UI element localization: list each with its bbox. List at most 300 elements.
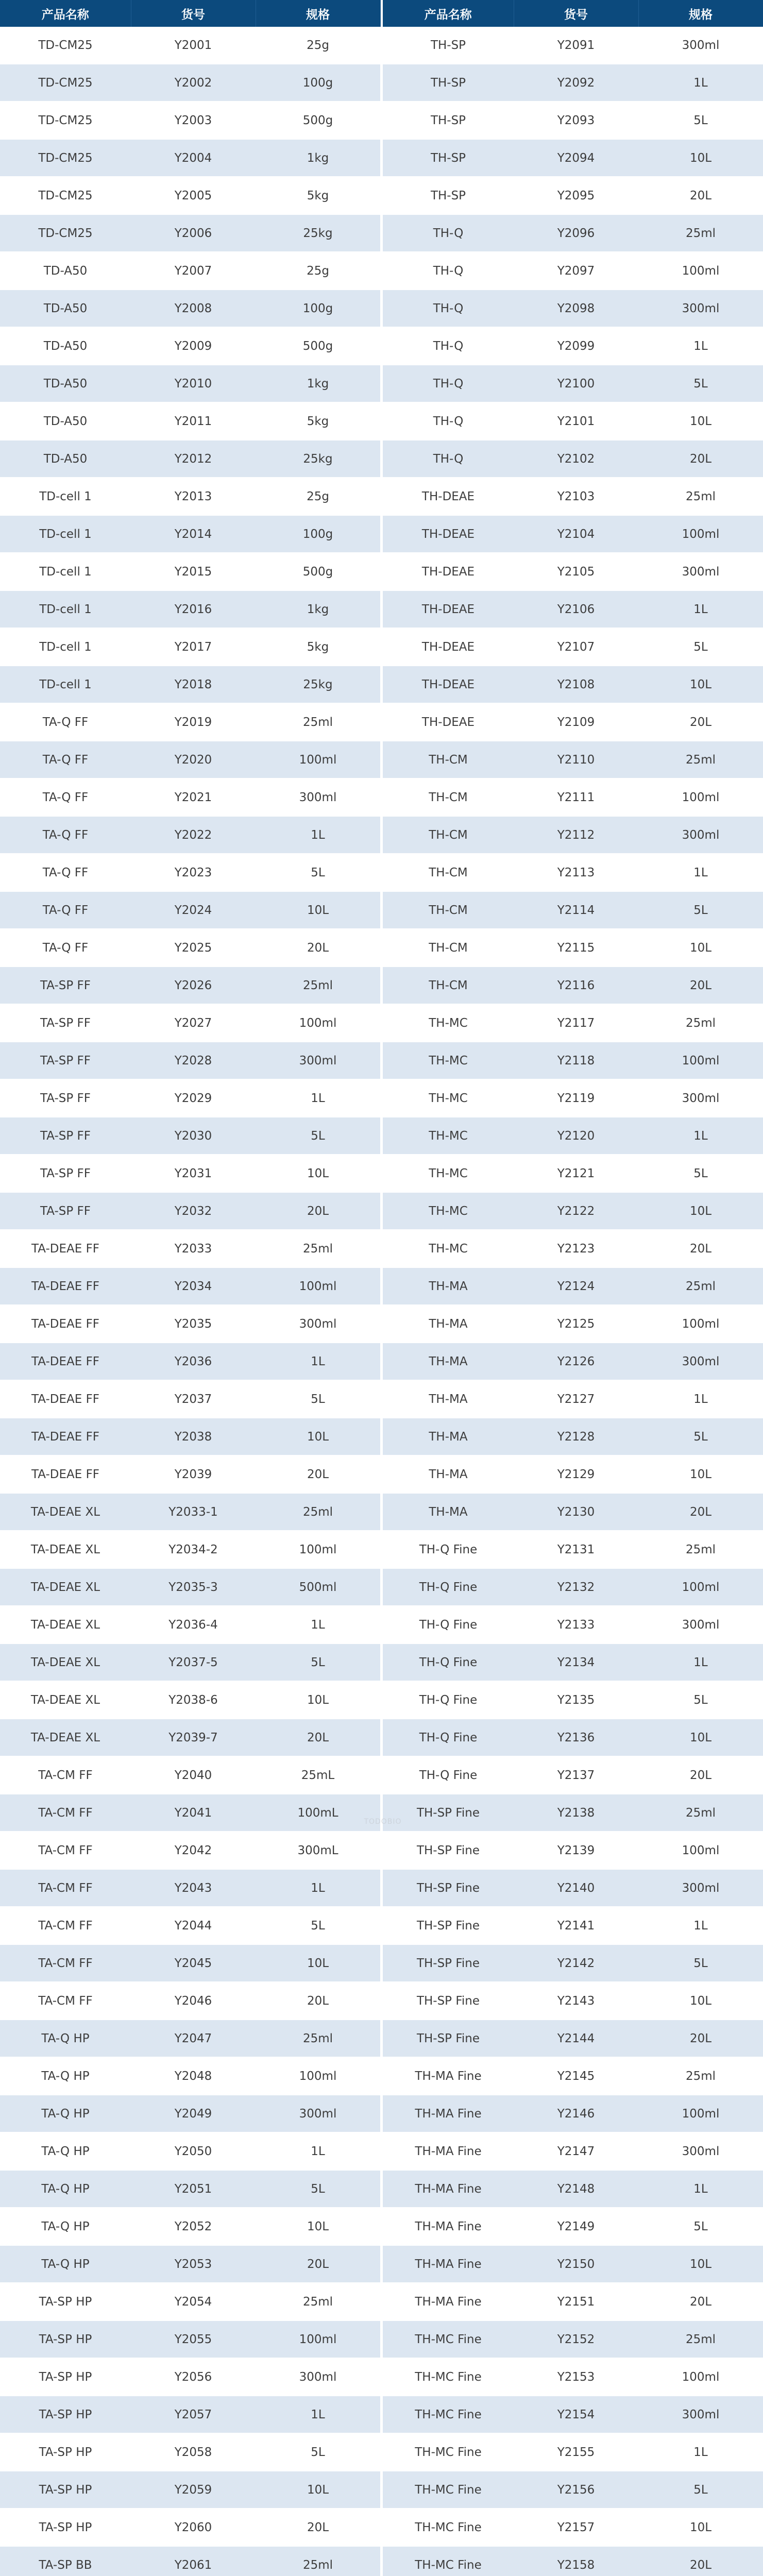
cell-specification: 25ml (638, 1531, 763, 1568)
cell-specification: 300ml (638, 2396, 763, 2433)
cell-product-name: TH-SP Fine (383, 1944, 514, 1982)
cell-product-name: TD-CM25 (0, 64, 131, 101)
cell-specification: 100ml (638, 252, 763, 290)
cell-specification: 20L (638, 703, 763, 741)
cell-item-code: Y2011 (131, 402, 256, 440)
cell-specification: 10L (638, 666, 763, 703)
cell-specification: 1L (638, 2170, 763, 2208)
cell-product-name: TH-SP (383, 27, 514, 64)
cell-product-name: TA-DEAE FF (0, 1267, 131, 1305)
cell-specification: 1L (256, 1606, 380, 1643)
cell-specification: 25ml (638, 214, 763, 252)
table-row (0, 2358, 380, 2396)
cell-product-name: TH-MC (383, 1230, 514, 1267)
cell-product-name: TH-SP (383, 177, 514, 214)
cell-item-code: Y2144 (514, 2020, 638, 2057)
table-row (0, 214, 380, 252)
cell-product-name: TH-SP (383, 64, 514, 101)
table-body-right (383, 27, 763, 2576)
cell-item-code: Y2006 (131, 214, 256, 252)
cell-product-name: TH-MA Fine (383, 2208, 514, 2245)
cell-specification: 100ml (638, 1042, 763, 1079)
product-table-right (383, 0, 763, 2576)
cell-product-name: TH-SP Fine (383, 2020, 514, 2057)
cell-item-code: Y2107 (514, 628, 638, 666)
header-item-code: 货号 (514, 0, 638, 27)
cell-product-name: TH-MA Fine (383, 2283, 514, 2320)
cell-item-code: Y2042 (131, 1832, 256, 1869)
cell-item-code: Y2053 (131, 2245, 256, 2283)
cell-product-name: TH-Q (383, 365, 514, 402)
cell-specification: 500ml (256, 1568, 380, 1606)
cell-product-name: TD-A50 (0, 327, 131, 365)
cell-item-code: Y2129 (514, 1455, 638, 1493)
table-row (383, 2471, 763, 2509)
table-row (383, 2170, 763, 2208)
cell-item-code: Y2102 (514, 440, 638, 478)
cell-item-code: Y2108 (514, 666, 638, 703)
cell-product-name: TH-DEAE (383, 590, 514, 628)
cell-product-name: TA-Q HP (0, 2245, 131, 2283)
header-specification: 规格 (638, 0, 763, 27)
cell-specification: 25ml (638, 1267, 763, 1305)
cell-product-name: TA-DEAE XL (0, 1531, 131, 1568)
cell-item-code: Y2138 (514, 1794, 638, 1832)
table-row (383, 2057, 763, 2095)
table-row (383, 854, 763, 891)
cell-specification: 5L (256, 1380, 380, 1418)
cell-specification: 20L (638, 1493, 763, 1531)
cell-specification: 100ml (256, 2057, 380, 2095)
cell-item-code: Y2018 (131, 666, 256, 703)
cell-specification: 1L (638, 1117, 763, 1155)
cell-item-code: Y2050 (131, 2132, 256, 2170)
cell-item-code: Y2106 (514, 590, 638, 628)
cell-specification: 25ml (638, 478, 763, 515)
cell-item-code: Y2061 (131, 2546, 256, 2576)
cell-product-name: TH-MA Fine (383, 2057, 514, 2095)
cell-product-name: TA-SP BB (0, 2546, 131, 2576)
cell-product-name: TH-CM (383, 891, 514, 929)
cell-product-name: TH-Q (383, 402, 514, 440)
cell-item-code: Y2143 (514, 1982, 638, 2020)
cell-item-code: Y2002 (131, 64, 256, 101)
cell-specification: 10L (256, 891, 380, 929)
cell-item-code: Y2137 (514, 1756, 638, 1794)
cell-specification: 100g (256, 64, 380, 101)
cell-product-name: TH-Q (383, 440, 514, 478)
cell-product-name: TA-SP HP (0, 2471, 131, 2509)
cell-product-name: TA-DEAE XL (0, 1643, 131, 1681)
cell-product-name: TH-Q Fine (383, 1643, 514, 1681)
cell-specification: 1L (256, 1079, 380, 1117)
table-row (383, 1982, 763, 2020)
cell-specification: 500g (256, 327, 380, 365)
cell-product-name: TH-Q Fine (383, 1531, 514, 1568)
cell-item-code: Y2046 (131, 1982, 256, 2020)
cell-item-code: Y2120 (514, 1117, 638, 1155)
cell-item-code: Y2027 (131, 1004, 256, 1042)
cell-product-name: TD-A50 (0, 365, 131, 402)
cell-specification: 300ml (256, 778, 380, 816)
cell-product-name: TH-DEAE (383, 553, 514, 590)
cell-specification: 25ml (256, 2546, 380, 2576)
table-row (383, 440, 763, 478)
cell-item-code: Y2133 (514, 1606, 638, 1643)
cell-item-code: Y2047 (131, 2020, 256, 2057)
cell-product-name: TD-A50 (0, 402, 131, 440)
cell-item-code: Y2104 (514, 515, 638, 553)
cell-item-code: Y2124 (514, 1267, 638, 1305)
cell-item-code: Y2008 (131, 290, 256, 327)
cell-item-code: Y2096 (514, 214, 638, 252)
table-row (383, 365, 763, 402)
cell-item-code: Y2059 (131, 2471, 256, 2509)
cell-product-name: TH-MA Fine (383, 2132, 514, 2170)
cell-item-code: Y2097 (514, 252, 638, 290)
table-row (383, 290, 763, 327)
cell-product-name: TA-CM FF (0, 1832, 131, 1869)
cell-product-name: TD-A50 (0, 252, 131, 290)
cell-specification: 10L (256, 2471, 380, 2509)
cell-specification: 5L (638, 1418, 763, 1455)
cell-item-code: Y2041 (131, 1794, 256, 1832)
cell-product-name: TH-DEAE (383, 703, 514, 741)
cell-item-code: Y2037 (131, 1380, 256, 1418)
table-row (383, 2095, 763, 2132)
table-row (0, 1681, 380, 1719)
header-product-name: 产品名称 (383, 0, 514, 27)
cell-specification: 10L (638, 1719, 763, 1756)
table-row (383, 1042, 763, 1079)
cell-product-name: TH-DEAE (383, 628, 514, 666)
cell-specification: 25ml (256, 1230, 380, 1267)
cell-specification: 100ml (256, 1267, 380, 1305)
header-specification: 规格 (256, 0, 380, 27)
table-row (0, 1643, 380, 1681)
cell-product-name: TA-CM FF (0, 1756, 131, 1794)
cell-specification: 300ml (638, 1869, 763, 1907)
cell-item-code: Y2157 (514, 2509, 638, 2546)
cell-item-code: Y2013 (131, 478, 256, 515)
cell-product-name: TH-DEAE (383, 666, 514, 703)
table-row (383, 2132, 763, 2170)
cell-item-code: Y2038-6 (131, 1681, 256, 1719)
cell-product-name: TH-SP Fine (383, 1982, 514, 2020)
cell-item-code: Y2020 (131, 741, 256, 778)
cell-item-code: Y2035-3 (131, 1568, 256, 1606)
cell-product-name: TH-MA (383, 1418, 514, 1455)
cell-item-code: Y2028 (131, 1042, 256, 1079)
cell-specification: 20L (256, 1192, 380, 1230)
table-row (383, 2358, 763, 2396)
cell-item-code: Y2034-2 (131, 1531, 256, 1568)
cell-product-name: TH-CM (383, 778, 514, 816)
cell-specification: 25ml (256, 1493, 380, 1531)
cell-specification: 100ml (256, 1004, 380, 1042)
cell-specification: 500g (256, 553, 380, 590)
cell-specification: 20L (638, 1230, 763, 1267)
cell-specification: 100ml (638, 1832, 763, 1869)
cell-item-code: Y2025 (131, 929, 256, 967)
table-row (0, 1794, 380, 1832)
cell-specification: 1kg (256, 590, 380, 628)
cell-item-code: Y2035 (131, 1305, 256, 1343)
table-row (383, 64, 763, 101)
cell-specification: 25ml (638, 741, 763, 778)
cell-product-name: TA-DEAE XL (0, 1719, 131, 1756)
cell-product-name: TD-A50 (0, 440, 131, 478)
table-row (383, 27, 763, 64)
cell-product-name: TA-DEAE FF (0, 1380, 131, 1418)
cell-product-name: TH-MA (383, 1380, 514, 1418)
cell-item-code: Y2158 (514, 2546, 638, 2576)
table-row (0, 1493, 380, 1531)
cell-item-code: Y2111 (514, 778, 638, 816)
table-row (0, 2546, 380, 2576)
cell-specification: 100ml (638, 2358, 763, 2396)
cell-product-name: TA-Q FF (0, 854, 131, 891)
cell-item-code: Y2032 (131, 1192, 256, 1230)
table-row (0, 2433, 380, 2471)
cell-item-code: Y2052 (131, 2208, 256, 2245)
table-row (383, 1869, 763, 1907)
cell-product-name: TA-SP HP (0, 2433, 131, 2471)
cell-specification: 300ml (256, 1042, 380, 1079)
cell-specification: 100ml (256, 741, 380, 778)
cell-specification: 100ml (256, 2320, 380, 2358)
cell-specification: 5L (638, 2208, 763, 2245)
table-row (383, 553, 763, 590)
cell-product-name: TA-Q FF (0, 703, 131, 741)
table-row (0, 741, 380, 778)
cell-product-name: TH-MC (383, 1004, 514, 1042)
cell-specification: 25ml (638, 1004, 763, 1042)
cell-specification: 25ml (638, 2320, 763, 2358)
cell-product-name: TD-cell 1 (0, 590, 131, 628)
cell-item-code: Y2094 (514, 139, 638, 177)
table-row (0, 64, 380, 101)
cell-item-code: Y2091 (514, 27, 638, 64)
cell-product-name: TA-DEAE FF (0, 1455, 131, 1493)
table-row (383, 101, 763, 139)
table-row (383, 327, 763, 365)
cell-product-name: TH-Q Fine (383, 1719, 514, 1756)
table-row (0, 2396, 380, 2433)
cell-product-name: TA-Q HP (0, 2095, 131, 2132)
cell-specification: 10L (638, 1455, 763, 1493)
cell-product-name: TH-MC Fine (383, 2471, 514, 2509)
table-row (0, 778, 380, 816)
cell-specification: 1L (256, 2396, 380, 2433)
cell-item-code: Y2103 (514, 478, 638, 515)
cell-item-code: Y2105 (514, 553, 638, 590)
table-row (383, 1267, 763, 1305)
table-row (0, 139, 380, 177)
cell-item-code: Y2099 (514, 327, 638, 365)
cell-specification: 5L (256, 1117, 380, 1155)
cell-item-code: Y2024 (131, 891, 256, 929)
cell-item-code: Y2033-1 (131, 1493, 256, 1531)
cell-product-name: TH-MA Fine (383, 2245, 514, 2283)
cell-item-code: Y2030 (131, 1117, 256, 1155)
table-row (0, 515, 380, 553)
table-row (0, 666, 380, 703)
table-row (0, 2471, 380, 2509)
cell-specification: 25kg (256, 214, 380, 252)
cell-product-name: TH-CM (383, 816, 514, 854)
table-row (383, 891, 763, 929)
table-row (383, 214, 763, 252)
cell-item-code: Y2139 (514, 1832, 638, 1869)
cell-specification: 10L (638, 2245, 763, 2283)
cell-item-code: Y2012 (131, 440, 256, 478)
cell-specification: 10L (256, 1681, 380, 1719)
cell-item-code: Y2119 (514, 1079, 638, 1117)
cell-specification: 10L (638, 929, 763, 967)
cell-item-code: Y2037-5 (131, 1643, 256, 1681)
cell-product-name: TD-A50 (0, 290, 131, 327)
table-row (383, 1531, 763, 1568)
table-row (0, 703, 380, 741)
table-row (383, 1117, 763, 1155)
cell-product-name: TH-MC Fine (383, 2433, 514, 2471)
cell-item-code: Y2040 (131, 1756, 256, 1794)
cell-specification: 10L (638, 1982, 763, 2020)
table-row (0, 1117, 380, 1155)
cell-item-code: Y2022 (131, 816, 256, 854)
cell-product-name: TA-SP HP (0, 2358, 131, 2396)
cell-product-name: TD-CM25 (0, 101, 131, 139)
cell-specification: 100ml (638, 778, 763, 816)
cell-specification: 300ml (638, 27, 763, 64)
cell-product-name: TA-Q HP (0, 2170, 131, 2208)
table-row (0, 1907, 380, 1944)
table-row (0, 1756, 380, 1794)
cell-item-code: Y2019 (131, 703, 256, 741)
table-row (383, 1079, 763, 1117)
cell-item-code: Y2093 (514, 101, 638, 139)
cell-product-name: TD-CM25 (0, 27, 131, 64)
cell-specification: 5L (638, 1155, 763, 1192)
cell-product-name: TD-CM25 (0, 139, 131, 177)
table-row (383, 1681, 763, 1719)
cell-product-name: TA-Q HP (0, 2020, 131, 2057)
cell-specification: 5kg (256, 177, 380, 214)
cell-specification: 1L (256, 816, 380, 854)
cell-product-name: TH-MC Fine (383, 2320, 514, 2358)
table-row (0, 816, 380, 854)
cell-specification: 100ml (638, 515, 763, 553)
cell-product-name: TH-Q Fine (383, 1756, 514, 1794)
cell-specification: 300ml (256, 2358, 380, 2396)
cell-item-code: Y2029 (131, 1079, 256, 1117)
cell-product-name: TD-CM25 (0, 214, 131, 252)
table-row (0, 2245, 380, 2283)
table-row (383, 2320, 763, 2358)
table-row (383, 2208, 763, 2245)
cell-product-name: TA-DEAE XL (0, 1681, 131, 1719)
table-row (383, 1756, 763, 1794)
cell-item-code: Y2128 (514, 1418, 638, 1455)
cell-product-name: TH-Q (383, 327, 514, 365)
cell-specification: 20L (638, 2020, 763, 2057)
cell-specification: 100ml (638, 1568, 763, 1606)
cell-product-name: TH-MC Fine (383, 2358, 514, 2396)
cell-product-name: TA-CM FF (0, 1907, 131, 1944)
cell-specification: 300ml (638, 1079, 763, 1117)
cell-product-name: TH-SP Fine (383, 1907, 514, 1944)
cell-item-code: Y2049 (131, 2095, 256, 2132)
cell-specification: 1L (638, 327, 763, 365)
cell-specification: 5kg (256, 402, 380, 440)
table-row (0, 1230, 380, 1267)
table-row (0, 2170, 380, 2208)
cell-specification: 25mL (256, 1756, 380, 1794)
cell-item-code: Y2130 (514, 1493, 638, 1531)
cell-product-name: TH-SP (383, 101, 514, 139)
cell-specification: 5L (256, 854, 380, 891)
cell-specification: 25g (256, 27, 380, 64)
cell-specification: 300ml (638, 816, 763, 854)
cell-item-code: Y2092 (514, 64, 638, 101)
cell-item-code: Y2005 (131, 177, 256, 214)
cell-specification: 10L (256, 2208, 380, 2245)
cell-item-code: Y2141 (514, 1907, 638, 1944)
cell-item-code: Y2132 (514, 1568, 638, 1606)
cell-specification: 5kg (256, 628, 380, 666)
table-row (383, 2546, 763, 2576)
table-row (383, 929, 763, 967)
table-row (383, 741, 763, 778)
cell-specification: 5L (256, 1643, 380, 1681)
cell-product-name: TA-Q FF (0, 816, 131, 854)
cell-product-name: TH-MC (383, 1042, 514, 1079)
cell-item-code: Y2118 (514, 1042, 638, 1079)
cell-item-code: Y2036-4 (131, 1606, 256, 1643)
cell-product-name: TH-MA (383, 1343, 514, 1380)
cell-product-name: TA-DEAE FF (0, 1343, 131, 1380)
cell-item-code: Y2014 (131, 515, 256, 553)
cell-product-name: TA-SP FF (0, 1155, 131, 1192)
cell-product-name: TA-SP HP (0, 2320, 131, 2358)
table-row (383, 1568, 763, 1606)
cell-product-name: TH-MC (383, 1079, 514, 1117)
cell-specification: 300ml (638, 2132, 763, 2170)
cell-specification: 1L (256, 1869, 380, 1907)
table-row (0, 1455, 380, 1493)
table-row (383, 2509, 763, 2546)
cell-product-name: TA-DEAE XL (0, 1568, 131, 1606)
cell-specification: 25ml (638, 2057, 763, 2095)
cell-item-code: Y2060 (131, 2509, 256, 2546)
table-row (0, 1944, 380, 1982)
cell-specification: 5L (638, 365, 763, 402)
cell-product-name: TA-CM FF (0, 1944, 131, 1982)
cell-specification: 100ml (638, 1305, 763, 1343)
cell-product-name: TH-CM (383, 854, 514, 891)
cell-specification: 20L (638, 967, 763, 1004)
table-row (383, 139, 763, 177)
cell-item-code: Y2017 (131, 628, 256, 666)
cell-product-name: TH-Q Fine (383, 1606, 514, 1643)
cell-product-name: TA-SP HP (0, 2283, 131, 2320)
cell-product-name: TA-Q HP (0, 2208, 131, 2245)
cell-specification: 20L (256, 1982, 380, 2020)
cell-product-name: TH-CM (383, 967, 514, 1004)
table-row (383, 703, 763, 741)
cell-specification: 1L (638, 1907, 763, 1944)
